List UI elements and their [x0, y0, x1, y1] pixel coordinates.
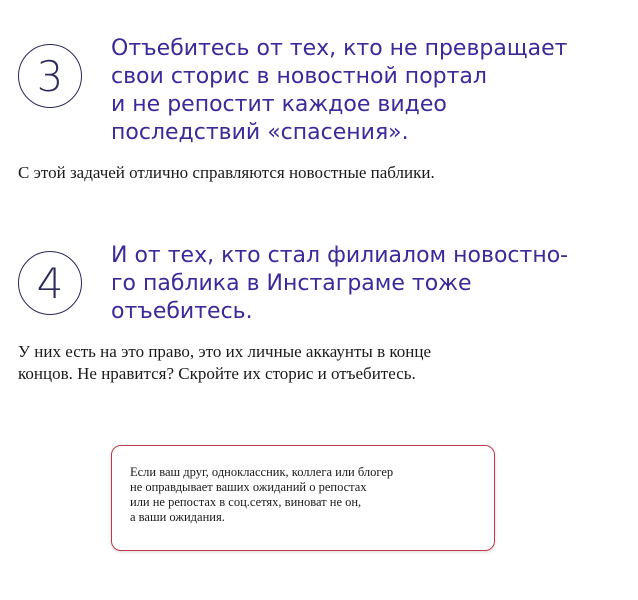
- item-body: С этой задачей отлично справляются новостные паблики.: [18, 163, 435, 182]
- item-body: У них есть на это право, это их личные аккаунты в конце концов. Не нравится? Скройте их сторис и отъебитесь.: [18, 342, 432, 383]
- number-circle: 3: [18, 44, 82, 108]
- note-text: Если ваш друг, одноклассник, коллега или блогер не оправдывает ваших ожиданий о репостах или не репостах в соц.сетях, виноват не он, а ваши ожидания.: [130, 465, 394, 524]
- number-circle: 4: [18, 251, 82, 315]
- item-heading: И от тех, кто стал филиалом новостно- го паблика в Инстаграме тоже отъебитесь.: [111, 243, 569, 324]
- item-heading: Отъебитесь от тех, кто не превращает свои сторис в новостной портал и не репостит каждое видео последствий «спасения».: [111, 36, 568, 145]
- note-box: [111, 445, 495, 551]
